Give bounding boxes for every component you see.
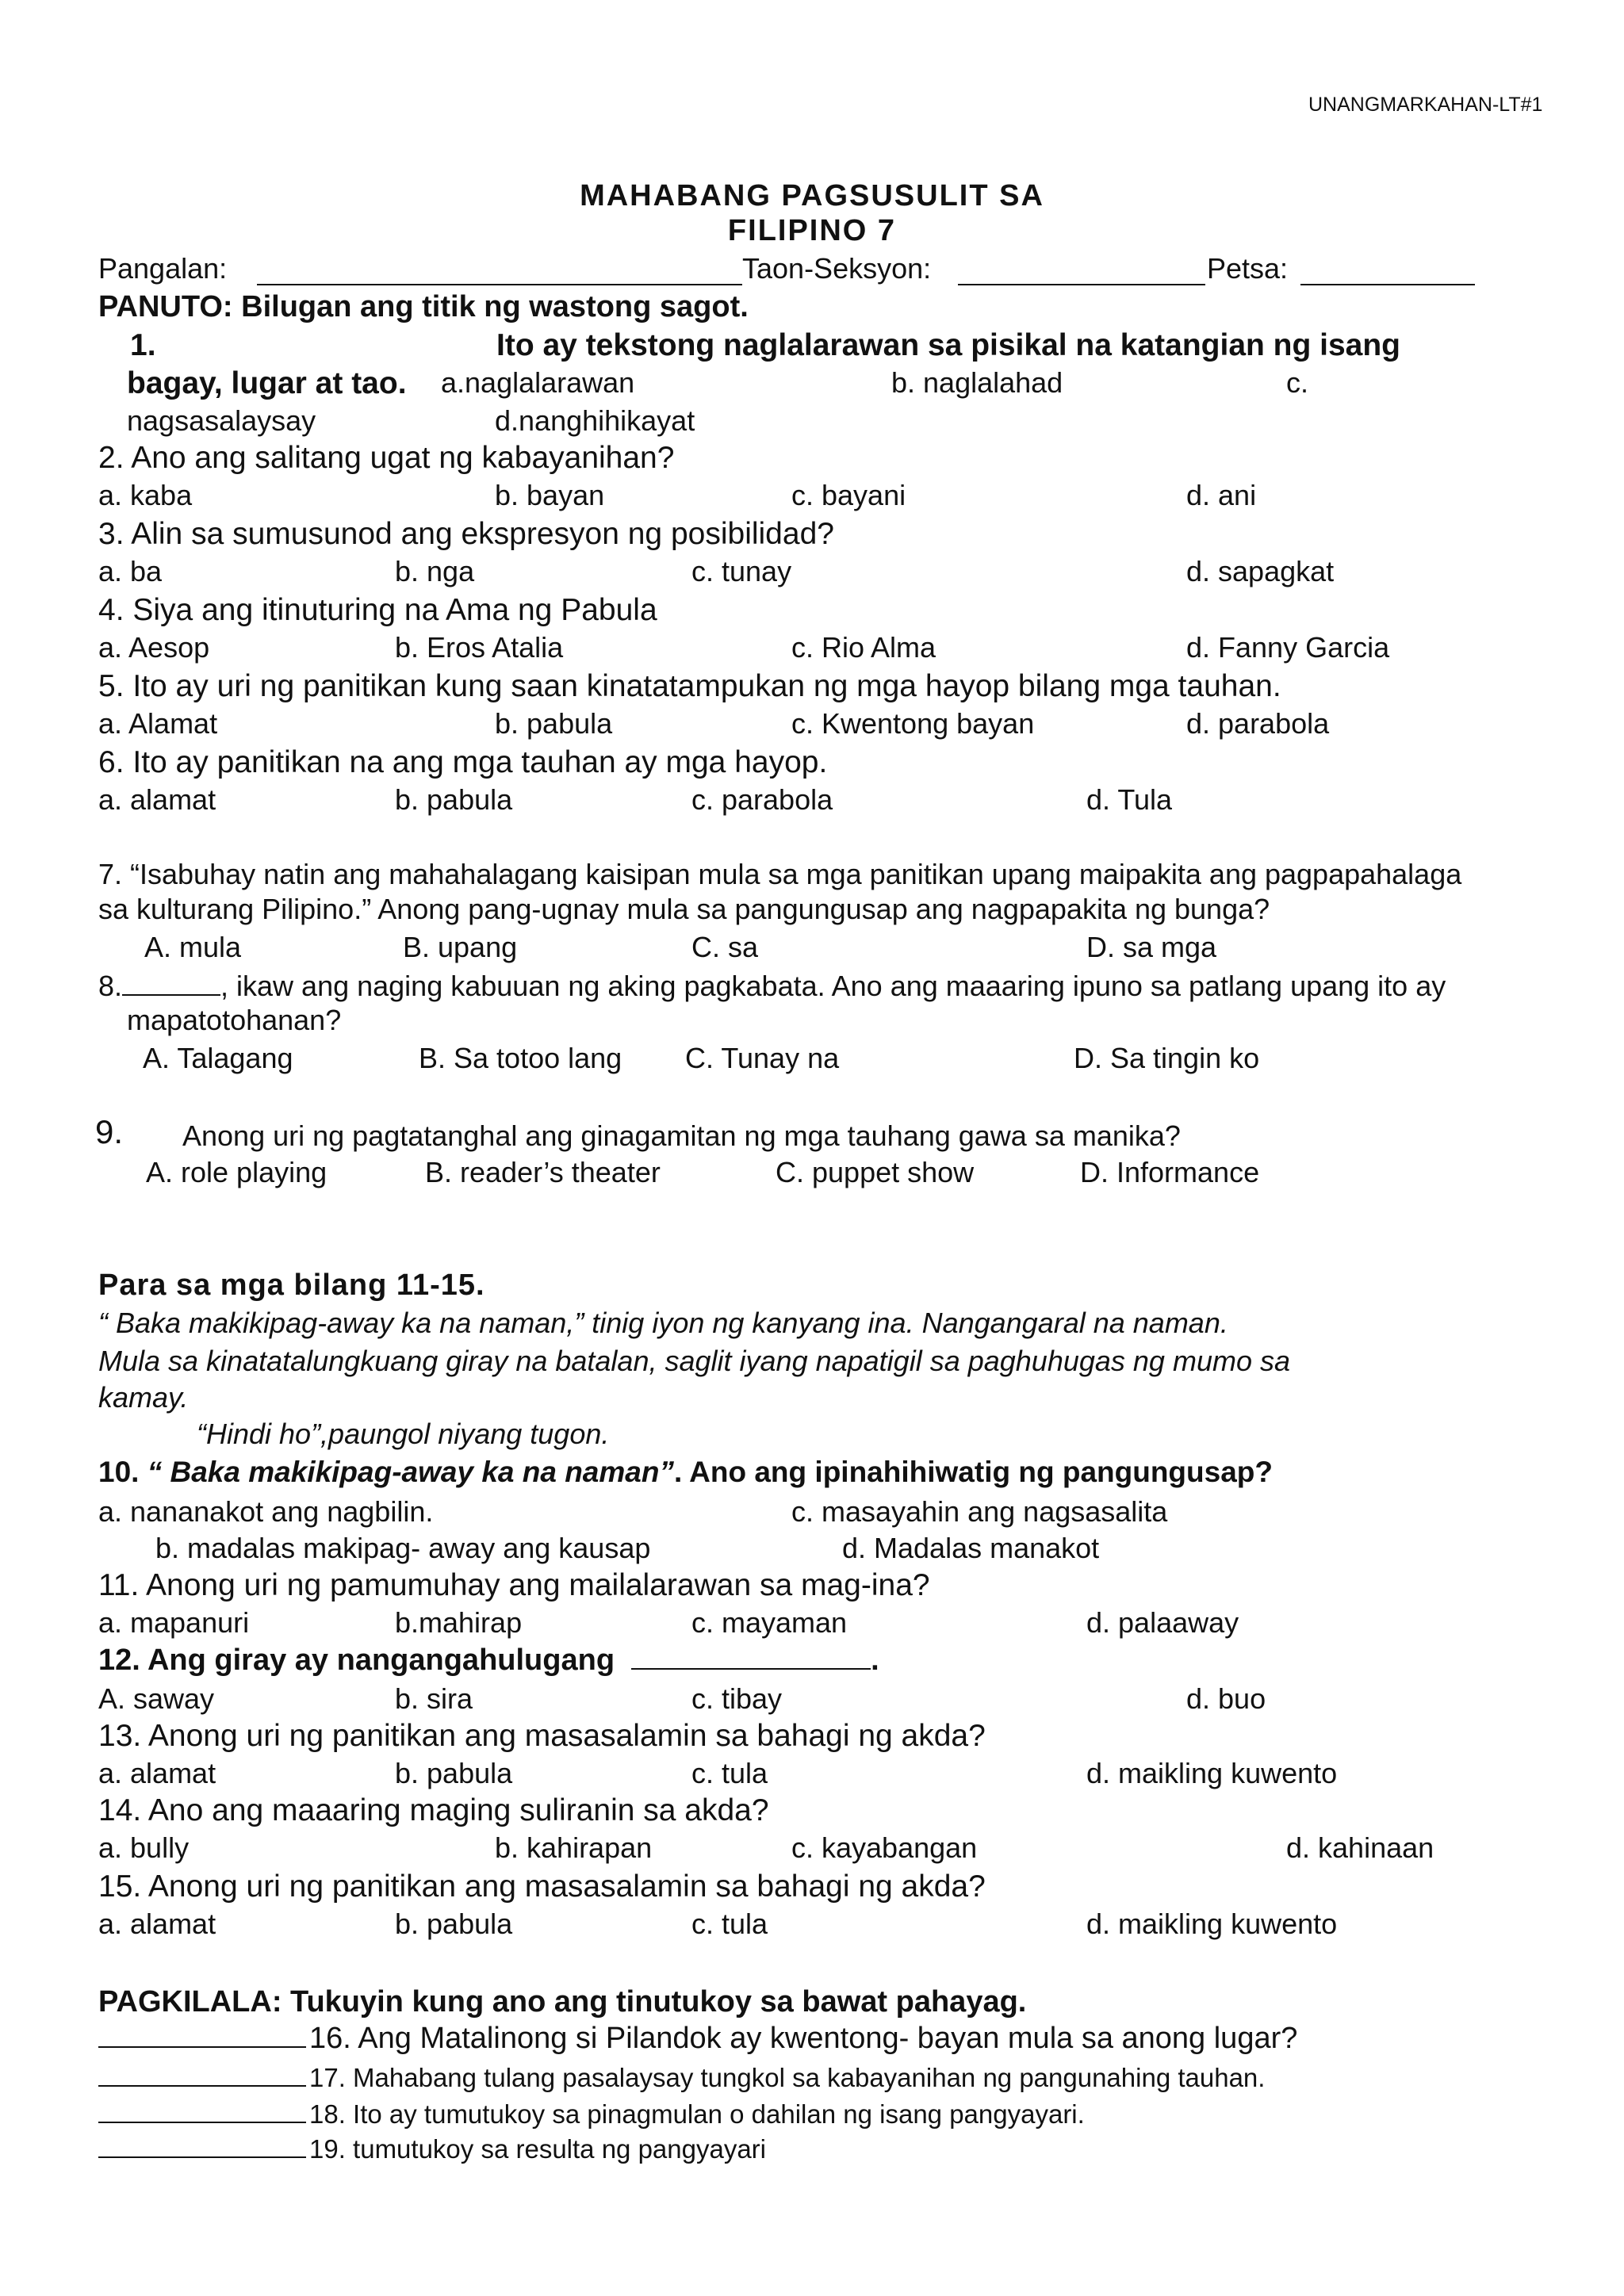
q10-choice-c[interactable]: c. masayahin ang nagsasalita: [791, 1495, 1168, 1528]
q8-line1: [98, 969, 1446, 1003]
document-code: UNANGMARKAHAN-LT#1: [1308, 94, 1543, 116]
answer-blank-19[interactable]: [98, 2133, 306, 2158]
q3-choice-a[interactable]: a. ba: [98, 555, 163, 587]
q8-text: , ikaw ang naging kabuuan ng aking pagkabata. Ano ang maaaring ipuno sa patlang upang ito ay: [220, 970, 1446, 1002]
q8-choice-a[interactable]: A. Talagang: [143, 1042, 293, 1074]
q5-choice-a[interactable]: a. Alamat: [98, 707, 218, 740]
q6-choice-a[interactable]: a. alamat: [98, 783, 216, 816]
q7-line2: sa kulturang Pilipino.” Anong pang-ugnay mula sa pangungusap ang nagpapakita ng bunga?: [98, 893, 1270, 925]
pagkilala-item-19: [98, 2133, 766, 2164]
q9-choice-d[interactable]: D. Informance: [1080, 1156, 1260, 1188]
q2-choice-d[interactable]: d. ani: [1186, 479, 1257, 511]
title-line1: MAHABANG PAGSUSULIT SA: [580, 179, 1044, 212]
q5-choice-c[interactable]: c. Kwentong bayan: [791, 707, 1035, 740]
q4-choice-a[interactable]: a. Aesop: [98, 631, 210, 664]
q1-text-b: bagay, lugar at tao.: [127, 366, 407, 400]
q10-number: 10.: [98, 1456, 147, 1488]
passage-line2: Mula sa kinatatalungkuang giray na batalan, saglit iyang napatigil sa paghuhugas ng mumo sa: [98, 1345, 1290, 1377]
q13-choice-b[interactable]: b. pabula: [395, 1757, 513, 1789]
pagkilala-item-18: [98, 2098, 1085, 2130]
name-blank[interactable]: [257, 255, 742, 285]
q11-text: 11. Anong uri ng pamumuhay ang mailalarawan sa mag-ina?: [98, 1568, 930, 1602]
name-label: Pangalan:: [98, 252, 228, 285]
q2-choice-b[interactable]: b. bayan: [495, 479, 605, 511]
q11-choice-c[interactable]: c. mayaman: [691, 1606, 848, 1639]
q9-choice-b[interactable]: B. reader’s theater: [425, 1156, 661, 1188]
q14-choice-d[interactable]: d. kahinaan: [1286, 1831, 1434, 1864]
title-line2: FILIPINO 7: [727, 214, 897, 247]
q1-choice-d[interactable]: d.nanghihikayat: [495, 404, 695, 437]
q3-text: 3. Alin sa sumusunod ang ekspresyon ng posibilidad?: [98, 517, 834, 551]
section-label: Taon-Seksyon:: [742, 252, 932, 285]
q12-choice-b[interactable]: b. sira: [395, 1682, 473, 1715]
q12-end: .: [871, 1644, 879, 1677]
item-18-text: 18. Ito ay tumutukoy sa pinagmulan o dahilan ng isang pangyayari.: [309, 2099, 1085, 2129]
q12-choice-a[interactable]: A. saway: [98, 1682, 215, 1715]
q9-choice-a[interactable]: A. role playing: [146, 1156, 327, 1188]
item-17-text: 17. Mahabang tulang pasalaysay tungkol sa kabayanihan ng pangunahing tauhan.: [309, 2063, 1266, 2092]
q5-choice-b[interactable]: b. pabula: [495, 707, 613, 740]
q8-choice-d[interactable]: D. Sa tingin ko: [1074, 1042, 1260, 1074]
q11-choice-b[interactable]: b.mahirap: [395, 1606, 523, 1639]
q15-choice-a[interactable]: a. alamat: [98, 1908, 216, 1940]
q7-line1: 7. “Isabuhay natin ang mahahalagang kaisipan mula sa mga panitikan upang maipakita ang pagpapahalaga: [98, 858, 1462, 890]
q2-text: 2. Ano ang salitang ugat ng kabayanihan?: [98, 441, 675, 475]
q14-choice-c[interactable]: c. kayabangan: [791, 1831, 978, 1864]
q4-choice-c[interactable]: c. Rio Alma: [791, 631, 936, 664]
q7-choice-b[interactable]: B. upang: [403, 931, 518, 963]
date-label: Petsa:: [1207, 252, 1289, 285]
q3-choice-c[interactable]: c. tunay: [691, 555, 792, 587]
q6-choice-d[interactable]: d. Tula: [1086, 783, 1173, 816]
q9-choice-c[interactable]: C. puppet show: [776, 1156, 975, 1188]
q7-choice-c[interactable]: C. sa: [691, 931, 759, 963]
q8-line2: mapatotohanan?: [127, 1004, 342, 1036]
q13-choice-d[interactable]: d. maikling kuwento: [1086, 1757, 1338, 1789]
q12-blank[interactable]: [631, 1643, 871, 1670]
answer-blank-18[interactable]: [98, 2098, 306, 2123]
q6-text: 6. Ito ay panitikan na ang mga tauhan ay mga hayop.: [98, 745, 828, 779]
q13-choice-c[interactable]: c. tula: [691, 1757, 768, 1789]
q8-blank[interactable]: [122, 969, 220, 996]
q8-choice-b[interactable]: B. Sa totoo lang: [419, 1042, 622, 1074]
q10-choice-a[interactable]: a. nananakot ang nagbilin.: [98, 1495, 434, 1528]
q11-choice-a[interactable]: a. mapanuri: [98, 1606, 250, 1639]
q1-choice-a[interactable]: a.naglalarawan: [441, 366, 635, 399]
q1-text-a: Ito ay tekstong naglalarawan sa pisikal na katangian ng isang: [496, 328, 1401, 362]
q6-choice-c[interactable]: c. parabola: [691, 783, 833, 816]
q5-text: 5. Ito ay uri ng panitikan kung saan kinatatampukan ng mga hayop bilang mga tauhan.: [98, 669, 1281, 703]
answer-blank-16[interactable]: [98, 2022, 306, 2048]
q1-choice-c-label[interactable]: c.: [1286, 366, 1309, 399]
q9-number: 9.: [95, 1113, 124, 1150]
q10-choice-d[interactable]: d. Madalas manakot: [842, 1532, 1100, 1564]
passage-line3: kamay.: [98, 1381, 189, 1414]
q1-choice-c[interactable]: nagsasalaysay: [127, 404, 316, 437]
q4-text: 4. Siya ang itinuturing na Ama ng Pabula: [98, 593, 657, 627]
q4-choice-d[interactable]: d. Fanny Garcia: [1186, 631, 1390, 664]
passage-heading: Para sa mga bilang 11-15.: [98, 1269, 485, 1302]
q10-choice-b[interactable]: b. madalas makipag- away ang kausap: [155, 1532, 651, 1564]
q12-question: [98, 1643, 879, 1678]
q2-choice-a[interactable]: a. kaba: [98, 479, 193, 511]
q1-choice-b[interactable]: b. naglalahad: [891, 366, 1063, 399]
q11-choice-d[interactable]: d. palaaway: [1086, 1606, 1239, 1639]
q15-choice-d[interactable]: d. maikling kuwento: [1086, 1908, 1338, 1940]
q12-choice-d[interactable]: d. buo: [1186, 1682, 1266, 1715]
q8-choice-c[interactable]: C. Tunay na: [685, 1042, 840, 1074]
q10-question: [98, 1456, 1273, 1489]
q15-choice-c[interactable]: c. tula: [691, 1908, 768, 1940]
q13-choice-a[interactable]: a. alamat: [98, 1757, 216, 1789]
q10-text: . Ano ang ipinahihiwatig ng pangungusap?: [673, 1456, 1273, 1488]
q4-choice-b[interactable]: b. Eros Atalia: [395, 631, 564, 664]
q14-choice-a[interactable]: a. bully: [98, 1831, 190, 1864]
q8-number: 8.: [98, 970, 123, 1002]
q7-choice-a[interactable]: A. mula: [144, 931, 242, 963]
q7-choice-d[interactable]: D. sa mga: [1086, 931, 1217, 963]
q14-text: 14. Ano ang maaaring maging suliranin sa akda?: [98, 1793, 769, 1827]
q10-quote: “ Baka makikipag-away ka na naman”: [147, 1456, 674, 1488]
pagkilala-heading: PAGKILALA: Tukuyin kung ano ang tinutukoy sa bawat pahayag.: [98, 1985, 1027, 2019]
q15-text: 15. Anong uri ng panitikan ang masasalamin sa bahagi ng akda?: [98, 1869, 986, 1904]
item-19-text: 19. tumutukoy sa resulta ng pangyayari: [309, 2134, 767, 2164]
section-blank[interactable]: [958, 255, 1205, 285]
item-16-text: 16. Ang Matalinong si Pilandok ay kwentong- bayan mula sa anong lugar?: [309, 2022, 1298, 2055]
panuto-direction: PANUTO: Bilugan ang titik ng wastong sagot.: [98, 290, 749, 323]
pagkilala-item-17: [98, 2061, 1265, 2093]
passage-line1: “ Baka makikipag-away ka na naman,” tinig iyon ng kanyang ina. Nangangaral na naman.: [98, 1307, 1228, 1339]
date-blank[interactable]: [1300, 255, 1475, 285]
q2-choice-c[interactable]: c. bayani: [791, 479, 906, 511]
q3-choice-d[interactable]: d. sapagkat: [1186, 555, 1335, 587]
q3-choice-b[interactable]: b. nga: [395, 555, 475, 587]
q1-number: 1.: [130, 328, 156, 362]
q13-text: 13. Anong uri ng panitikan ang masasalamin sa bahagi ng akda?: [98, 1719, 986, 1753]
answer-blank-17[interactable]: [98, 2061, 306, 2087]
passage-line4: “Hindi ho”,paungol niyang tugon.: [197, 1418, 610, 1450]
q12-choice-c[interactable]: c. tibay: [691, 1682, 783, 1715]
q12-text: 12. Ang giray ay nangangahulugang: [98, 1644, 615, 1677]
q9-text: Anong uri ng pagtatanghal ang ginagamitan ng mga tauhang gawa sa manika?: [182, 1119, 1181, 1152]
q15-choice-b[interactable]: b. pabula: [395, 1908, 513, 1940]
q6-choice-b[interactable]: b. pabula: [395, 783, 513, 816]
pagkilala-item-16: [98, 2022, 1297, 2056]
q14-choice-b[interactable]: b. kahirapan: [495, 1831, 653, 1864]
q5-choice-d[interactable]: d. parabola: [1186, 707, 1330, 740]
